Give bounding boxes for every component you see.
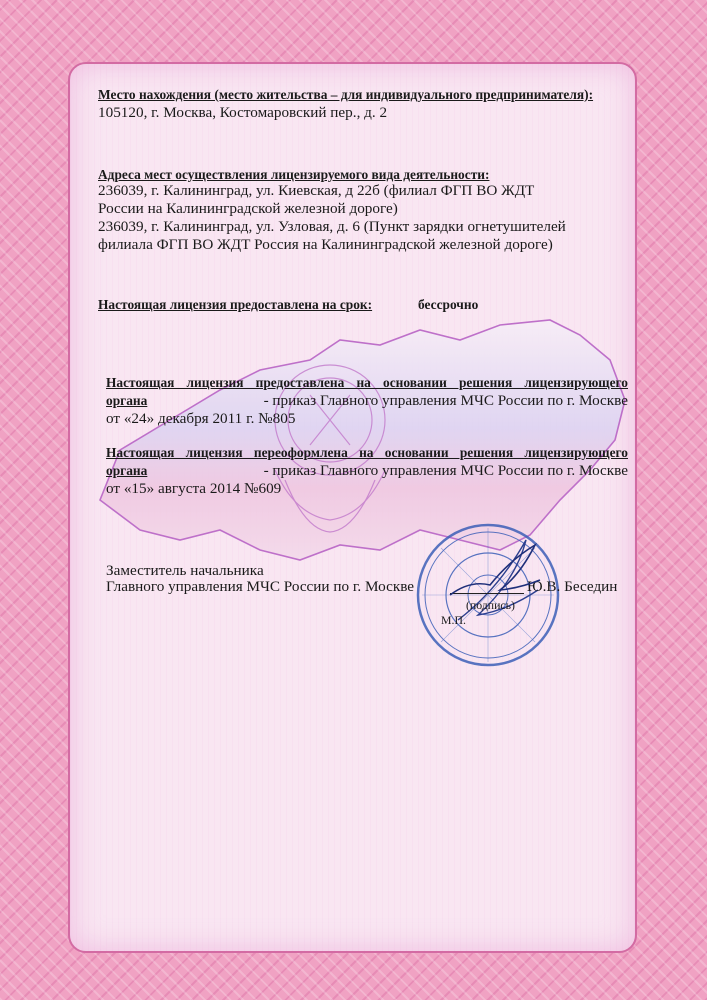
signature-caption: (подпись) <box>466 598 515 612</box>
activity-address-line: филиала ФГП ВО ЖДТ Россия на Калининградской железной дороге) <box>98 236 553 253</box>
signer-name: Ю.В. Беседин <box>527 578 618 595</box>
reissue-date: от «15» августа 2014 №609 <box>106 480 282 497</box>
basis-order-text: - приказ Главного управления МЧС России по г. Москве <box>263 392 628 409</box>
basis-date: от «24» декабря 2011 г. №805 <box>106 410 296 427</box>
reissue-line: Настоящая лицензия переоформлена на основании решения лицензирующего <box>106 445 628 460</box>
reissue-organ-label: органа <box>106 463 148 478</box>
signer-position: Заместитель начальника <box>106 562 264 579</box>
activity-address-line: России на Калининградской железной дороге) <box>98 200 398 217</box>
basis-order-line <box>106 392 628 410</box>
location-address: 105120, г. Москва, Костомаровский пер., д. 2 <box>98 104 388 121</box>
activity-address-line: 236039, г. Калининград, ул. Узловая, д. 6 (Пункт зарядки огнетушителей <box>98 218 566 235</box>
term-value: бессрочно <box>418 297 479 312</box>
signer-department: Главного управления МЧС России по г. Москве <box>106 578 415 595</box>
stamp-caption: М.П. <box>441 613 466 627</box>
reissue-order-line <box>106 462 628 480</box>
handwritten-signature <box>440 540 550 610</box>
term-label: Настоящая лицензия предоставлена на срок: <box>98 297 373 312</box>
activity-address-line: 236039, г. Калининград, ул. Киевская, д 22б (филиал ФГП ВО ЖДТ <box>98 182 535 199</box>
location-heading: Место нахождения (место жительства – для индивидуального предпринимателя): <box>98 87 594 102</box>
basis-organ-label: органа <box>106 393 148 408</box>
activity-heading: Адреса мест осуществления лицензируемого вида деятельности: <box>98 167 490 182</box>
reissue-order-text: - приказ Главного управления МЧС России по г. Москве <box>263 462 628 479</box>
basis-line: Настоящая лицензия предоставлена на основании решения лицензирующего <box>106 375 628 390</box>
